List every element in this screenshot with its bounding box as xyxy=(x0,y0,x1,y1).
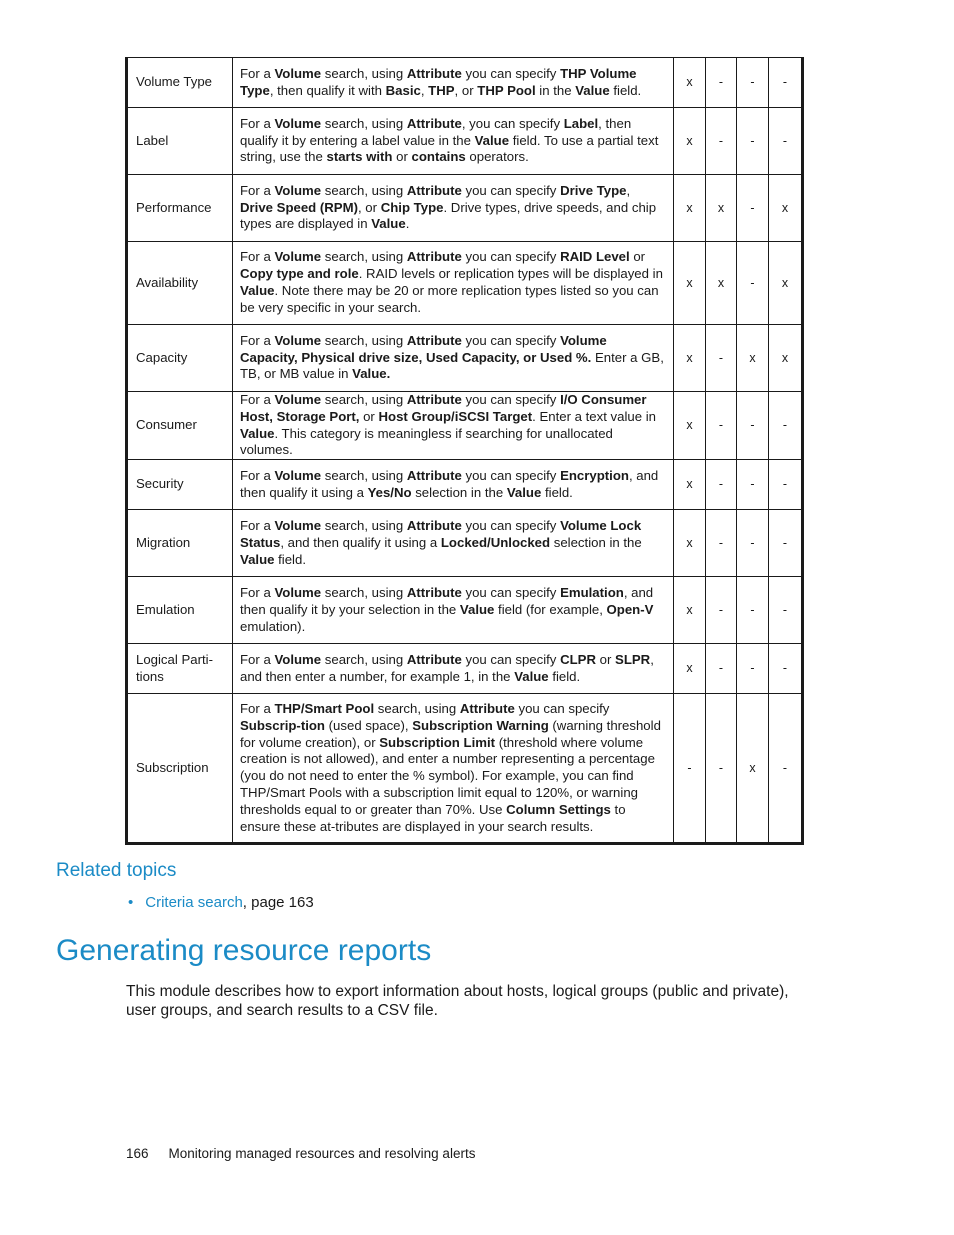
description-cell: For a Volume search, using Attribute you can specify Volume Lock Status, and then qualify it using a Locked/Unlocked selection in the Value field. xyxy=(233,510,674,577)
flag-cell: x xyxy=(706,175,737,242)
criteria-search-link[interactable]: Criteria search xyxy=(145,894,243,911)
page-footer xyxy=(126,1146,475,1161)
page-reference: , page 163 xyxy=(242,894,314,911)
flag-cell: x xyxy=(674,644,706,694)
flag-cell: x xyxy=(674,242,706,325)
table-row xyxy=(127,392,803,460)
flag-cell: - xyxy=(706,510,737,577)
flag-cell: - xyxy=(706,694,737,844)
description-cell: For a Volume search, using Attribute you can specify RAID Level or Copy type and role. RAID levels or replication types will be displayed in Value. Note there may be 20 or more replication types listed so you can be very specific in your search. xyxy=(233,242,674,325)
category-cell: Consumer xyxy=(127,392,233,460)
category-cell: Security xyxy=(127,460,233,510)
description-cell: For a Volume search, using Attribute, you can specify Label, then qualify it by entering a label value in the Value field. To use a partial text string, use the starts with or contains operators. xyxy=(233,108,674,175)
chapter-title: Monitoring managed resources and resolving alerts xyxy=(168,1146,476,1161)
flag-cell: x xyxy=(674,510,706,577)
table-row xyxy=(127,175,803,242)
flag-cell: - xyxy=(737,577,769,644)
section-body: This module describes how to export information about hosts, logical groups (public and private), user groups, and search results to a CSV file. xyxy=(126,983,789,1019)
flag-cell: - xyxy=(737,644,769,694)
attribute-table xyxy=(125,57,804,845)
flag-cell: - xyxy=(737,175,769,242)
flag-cell: x xyxy=(706,242,737,325)
table-row xyxy=(127,108,803,175)
description-cell: For a Volume search, using Attribute you can specify I/O Consumer Host, Storage Port, or Host Group/iSCSI Target. Enter a text value in Value. This category is meaningless if searching for unallocated volumes. xyxy=(233,392,674,460)
flag-cell: x xyxy=(674,577,706,644)
flag-cell: - xyxy=(706,460,737,510)
flag-cell: - xyxy=(706,108,737,175)
category-cell: Availability xyxy=(127,242,233,325)
flag-cell: x xyxy=(674,58,706,108)
related-topic-item xyxy=(128,894,314,911)
flag-cell: - xyxy=(769,108,803,175)
related-topics-heading: Related topics xyxy=(56,860,177,881)
category-cell: Subscription xyxy=(127,694,233,844)
flag-cell: - xyxy=(674,694,706,844)
flag-cell: - xyxy=(706,58,737,108)
description-cell: For a Volume search, using Attribute you can specify THP Volume Type, then qualify it with Basic, THP, or THP Pool in the Value field. xyxy=(233,58,674,108)
flag-cell: x xyxy=(674,175,706,242)
description-cell: For a THP/Smart Pool search, using Attribute you can specify Subscrip-tion (used space), Subscription Warning (warning threshold for volume creation), or Subscription Limit (threshold where volume creation is not allowed), and enter a number representing a percentage (you do not need to enter the % symbol). For example, you can find THP/Smart Pools with a subscription limit equal to 120%, or warning thresholds equal to or greater than 70%. Use Column Settings to ensure these at-tributes are displayed in your search results. xyxy=(233,694,674,844)
flag-cell: - xyxy=(769,460,803,510)
flag-cell: x xyxy=(737,325,769,392)
flag-cell: - xyxy=(769,694,803,844)
table-row xyxy=(127,58,803,108)
category-cell: Label xyxy=(127,108,233,175)
flag-cell: x xyxy=(769,325,803,392)
flag-cell: - xyxy=(706,392,737,460)
category-cell: Volume Type xyxy=(127,58,233,108)
description-cell: For a Volume search, using Attribute you can specify Emulation, and then qualify it by your selection in the Value field (for example, Open-V emulation). xyxy=(233,577,674,644)
category-cell: Performance xyxy=(127,175,233,242)
flag-cell: - xyxy=(737,392,769,460)
flag-cell: - xyxy=(706,577,737,644)
description-cell: For a Volume search, using Attribute you can specify CLPR or SLPR, and then enter a number, for example 1, in the Value field. xyxy=(233,644,674,694)
flag-cell: x xyxy=(737,694,769,844)
flag-cell: x xyxy=(674,460,706,510)
flag-cell: - xyxy=(706,325,737,392)
flag-cell: - xyxy=(737,108,769,175)
table-row xyxy=(127,644,803,694)
flag-cell: - xyxy=(769,510,803,577)
flag-cell: x xyxy=(769,175,803,242)
table-row xyxy=(127,460,803,510)
table-row xyxy=(127,694,803,844)
flag-cell: - xyxy=(769,392,803,460)
category-cell: Capacity xyxy=(127,325,233,392)
flag-cell: x xyxy=(769,242,803,325)
table-row xyxy=(127,325,803,392)
flag-cell: x xyxy=(674,108,706,175)
flag-cell: - xyxy=(737,242,769,325)
description-cell: For a Volume search, using Attribute you can specify Volume Capacity, Physical drive size, Used Capacity, or Used %. Enter a GB, TB, or MB value in Value. xyxy=(233,325,674,392)
flag-cell: - xyxy=(769,644,803,694)
category-cell: Migration xyxy=(127,510,233,577)
flag-cell: - xyxy=(706,644,737,694)
page-number: 166 xyxy=(126,1146,149,1161)
description-cell: For a Volume search, using Attribute you can specify Drive Type, Drive Speed (RPM), or Chip Type. Drive types, drive speeds, and chip types are displayed in Value. xyxy=(233,175,674,242)
flag-cell: x xyxy=(674,392,706,460)
category-cell: Emulation xyxy=(127,577,233,644)
flag-cell: - xyxy=(737,58,769,108)
section-title: Generating resource reports xyxy=(56,934,432,967)
table-row xyxy=(127,510,803,577)
category-cell: Logical Parti- tions xyxy=(127,644,233,694)
bullet-icon: • xyxy=(128,894,134,911)
flag-cell: - xyxy=(737,460,769,510)
flag-cell: x xyxy=(674,325,706,392)
table-row xyxy=(127,242,803,325)
flag-cell: - xyxy=(769,577,803,644)
description-cell: For a Volume search, using Attribute you can specify Encryption, and then qualify it using a Yes/No selection in the Value field. xyxy=(233,460,674,510)
table-row xyxy=(127,577,803,644)
flag-cell: - xyxy=(737,510,769,577)
flag-cell: - xyxy=(769,58,803,108)
